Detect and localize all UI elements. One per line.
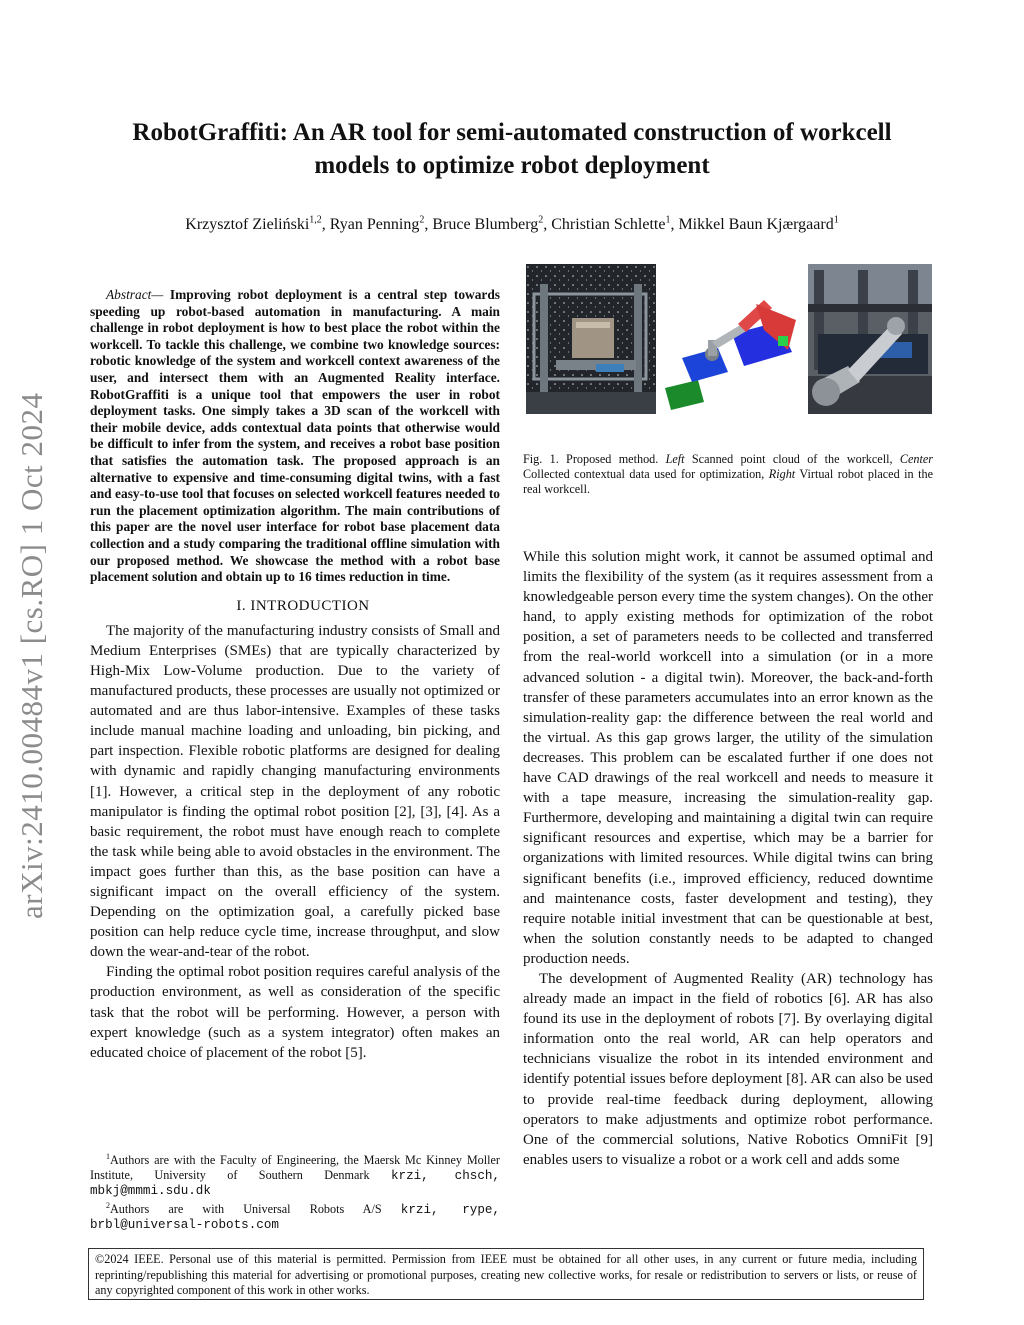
figure-contextual-data [660,290,805,415]
figure-point-cloud [526,264,656,414]
author-list [80,210,944,236]
abstract [90,287,500,586]
author-2: Ryan Penning$^2$, [329,215,433,234]
author-3: Bruce Blumberg$^2$, [432,215,552,234]
footnote-1: $^1$Authors are with the Faculty of Engineering, the Maersk Mc Kinney Moller Institute, University of Southern Denmark krzi, chsch, mbkj@mmmi.sdu.dk [90,1152,500,1199]
author-1: Krzysztof Zieliński$^{1,2}$, [185,215,330,234]
footnotes [90,1150,500,1233]
author-5: Mikkel Baun Kjærgaard$^1$ [678,215,839,234]
figure-caption: Fig. 1. Proposed method. Left Scanned point cloud of the workcell, Center Collected contextual data used for optimization, Right Virtual robot placed in the real workcell. [523,452,933,496]
point-cloud-illustration [526,264,656,414]
figure-virtual-robot [808,264,932,414]
section-heading: I. INTRODUCTION [236,597,370,614]
left-column [90,287,500,1063]
right-column [523,547,933,1170]
robot-optimization-illustration [660,290,805,415]
abstract-text: Improving robot deployment is a central step towards speeding up robot-based automation in manufacturing. A main challenge in robot deployment is how to best place the robot within the workcell. To tackle this challenge, we combine two knowledge sources: robotic knowledge of the system and workcell context awareness of the user, and intersect them with an Augmented Reality interface. RobotGraffiti is a unique tool that empowers the user in robot deployment tasks. One simply takes a 3D scan of the workcell with their mobile device, adds contextual data points that otherwise would be difficult to infer from the system, and receives a robot base position that satisfies the automation task. The proposed approach is an alternative to expensive and time-consuming digital twins, with a fast and easy-to-use tool that focuses on selected workcell features needed to run the placement optimization algorithm. The main contributions of this paper are the novel user interface for robot base placement data collection and a study comparing the traditional offline simulation with our proposed method. We showcase the method with a robot base placement solution and obtain up to 16 times reduction in time. [90,287,500,585]
body-paragraph-2: The development of Augmented Reality (AR) technology has already made an impact in the field of robotics [6]. AR has also found its use in the deployment of robots [7]. By overlaying digital information onto the real world, AR can help operators and technicians visualize the robot in its intended environment and identify potential issues before deployment [8]. AR can also be used to provide real-time feedback during deployment, allowing operators to make adjustments and optimize robot performance. One of the commercial solutions, Native Robotics OmniFit [9] enables users to visualize a robot or a work cell and adds some [523,970,933,1168]
author-4: Christian Schlette$^1$, [551,215,679,234]
abstract-label: Abstract— [106,287,164,302]
arxiv-side-stamp: arXiv:2410.00484v1 [cs.RO] 1 Oct 2024 [14,392,49,920]
intro-paragraph-2: Finding the optimal robot position requires careful analysis of the production environment, as well as consideration of the specific task that the robot will be performing. However, a person with expert knowledge (such as a system integrator) often makes an educated choice of placement of the robot [5]. [90,964,500,1061]
copyright-notice: ©2024 IEEE. Personal use of this material is permitted. Permission from IEEE must be obtained for all other uses, in any current or future media, including reprinting/republishing this material for advertising or promotional purposes, creating new collective works, for resale or redistribution to servers or lists, or reuse of any copyrighted component of this work in other works. [88,1248,924,1300]
intro-paragraph-1: The majority of the manufacturing industry consists of Small and Medium Enterprises (SMEs) that are typically characterized by High-Mix Low-Volume production. Due to the variety of manufactured products, these processes are usually not optimized or automated and are thus labor-intensive. Examples of these tasks include manual machine loading and unloading, bin picking, and part inspection. Flexible robotic platforms are designed for dealing with dynamic and rapidly changing manufacturing environments [1]. However, a critical step in the deployment of any robotic manipulator is finding the optimal robot position [2], [3], [4]. As a basic requirement, the robot must have enough reach to complete the task while being able to avoid obstacles in the environment. The impact goes further than this, as the base position can have a significant impact on the overall efficiency of the system. Depending on the optimization goal, a carefully picked base position can help reduce cycle time, increase throughput, and slow down the wear-and-tear of the robot. [90,622,500,961]
virtual-robot-illustration [808,264,932,414]
title-line-2: models to optimize robot deployment [314,152,710,179]
paper-title [80,116,944,182]
body-paragraph-1: While this solution might work, it cannot be assumed optimal and limits the flexibility of the system (as it requires assessment from a knowledgeable person every time the system changes). On the other hand, to apply existing methods for optimization of the robot position, a set of parameters needs to be collected and transferred from the real-world workcell into a simulation (or in a more advanced solution - a digital twin). Moreover, the back-and-forth transfer of these parameters accumulates into an error known as the simulation-reality gap: the difference between the real world and the virtual. As this gap grows larger, the utility of the simulation decreases. This problem can be escalated further if one does not have CAD drawings of the real workcell and needs to measure it with a tape measure, increasing the simulation-reality gap. Furthermore, developing and maintaining a digital twin can require significant resources and expertise, which may be a barrier for organizations with limited resources. While digital twins can bring significant benefits (i.e., improved efficiency, reduced downtime and maintenance costs, faster development and testing), they require notable initial investment that can be questionable at best, when the solution constantly needs to be adapted to changed production needs. [523,549,933,967]
title-line-1: RobotGraffiti: An AR tool for semi-automated construction of workcell [132,119,892,146]
footnote-2: $^2$Authors are with Universal Robots A/S krzi, rype, brbl@universal-robots.com [90,1200,500,1233]
